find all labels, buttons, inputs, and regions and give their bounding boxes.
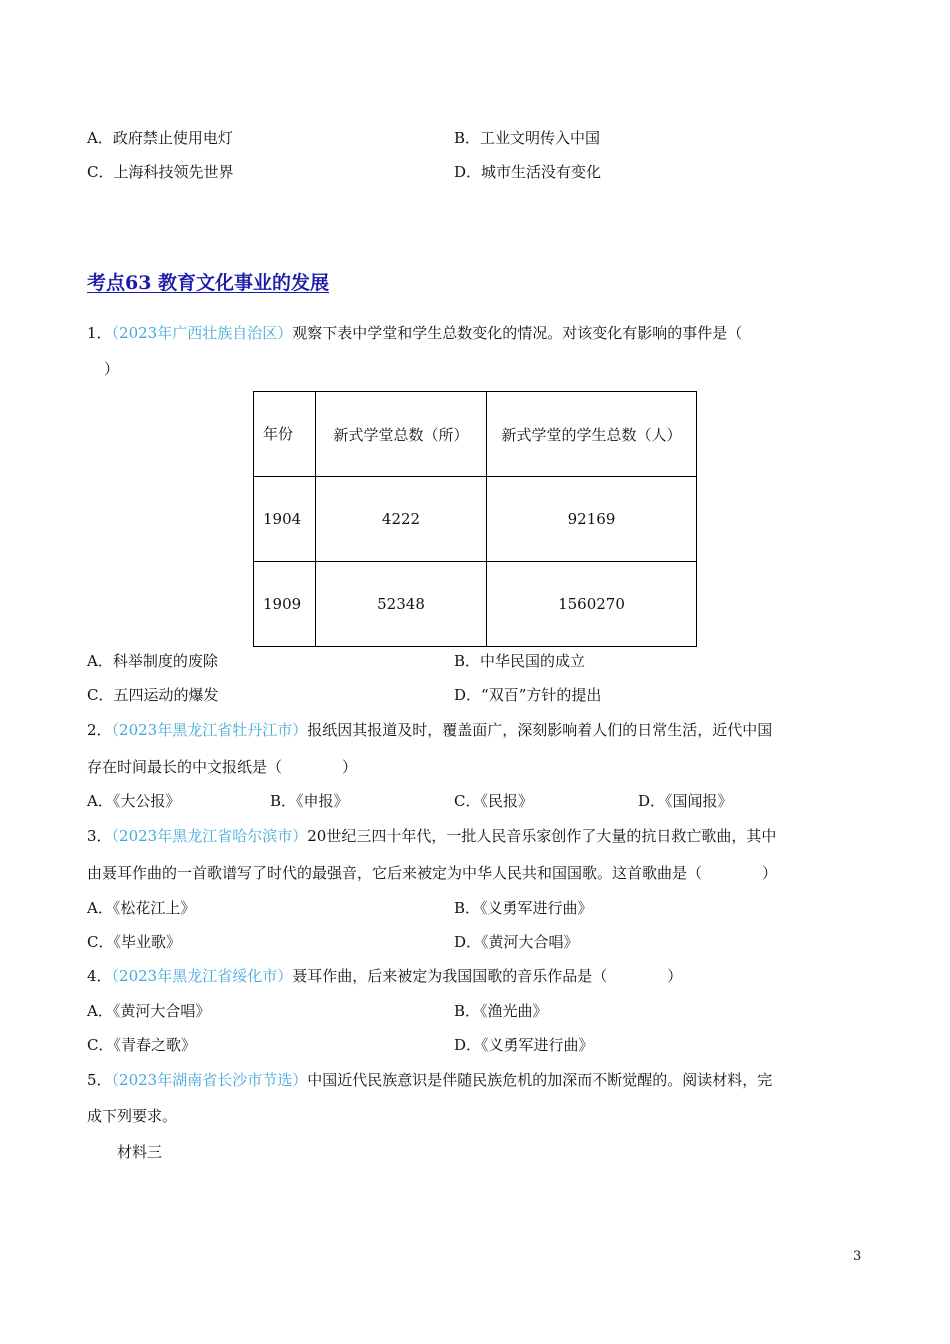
q5-text1: 中国近代民族意识是伴随民族危机的加深而不断觉醒的。阅读材料，完 (307, 1071, 773, 1089)
q2-option-b: B．《申报》 (270, 792, 349, 810)
q2-option-c: C．《民报》 (454, 792, 533, 810)
cell-schools: 4222 (316, 477, 487, 562)
q4-text: 聂耳作曲，后来被定为我国国歌的音乐作品是（ ） (292, 967, 683, 985)
q4-option-a: A．《黄河大合唱》 (87, 1002, 211, 1020)
q1-number: 1． (87, 324, 112, 342)
q2-option-d: D．《国闻报》 (638, 792, 733, 810)
prev-option-d: D．城市生活没有变化 (454, 163, 602, 181)
q1-option-a: A．科举制度的废除 (87, 652, 218, 670)
q2-option-a: A．《大公报》 (87, 792, 181, 810)
section-title[interactable]: 考点63 教育文化事业的发展 (87, 272, 330, 294)
q3-option-b: B．《义勇军进行曲》 (454, 899, 593, 917)
q3-option-c: C．《毕业歌》 (87, 933, 181, 951)
q3-option-a: A．《松花江上》 (87, 899, 196, 917)
prev-option-a: A．政府禁止使用电灯 (87, 129, 233, 147)
q4-option-b: B．《渔光曲》 (454, 1002, 548, 1020)
q2-number: 2． (87, 721, 112, 739)
cell-students: 92169 (487, 477, 697, 562)
cell-students: 1560270 (487, 562, 697, 647)
header-year: 年份 (254, 392, 316, 477)
q5-text2: 成下列要求。 (87, 1107, 178, 1125)
prev-option-c: C．上海科技领先世界 (87, 163, 234, 181)
q5-material: 材料三 (117, 1143, 163, 1161)
q2-line1 (87, 720, 772, 740)
table-row (254, 562, 697, 647)
table-row (254, 477, 697, 562)
cell-schools: 52348 (316, 562, 487, 647)
q1-option-c: C．五四运动的爆发 (87, 686, 219, 704)
q3-number: 3． (87, 827, 112, 845)
page-number: 3 (853, 1249, 862, 1264)
q5-number: 5． (87, 1071, 112, 1089)
prev-option-b: B．工业文明传入中国 (454, 129, 601, 147)
q3-line1 (87, 826, 776, 846)
q4-number: 4． (87, 967, 112, 985)
q4-line1 (87, 966, 682, 986)
q2-text1: 报纸因其报道及时，覆盖面广，深刻影响着人们的日常生活，近代中国 (307, 721, 773, 739)
q4-option-c: C．《青春之歌》 (87, 1036, 196, 1054)
header-schools: 新式学堂总数（所） (316, 392, 487, 477)
cell-year: 1909 (254, 562, 316, 647)
q4-source: （2023年黑龙江省绥化市） (111, 967, 293, 985)
q1-text: 观察下表中学堂和学生总数变化的情况。对该变化有影响的事件是（ (292, 324, 743, 342)
q1-source: （2023年广西壮族自治区） (111, 324, 293, 342)
q5-source: （2023年湖南省长沙市节选） (111, 1071, 308, 1089)
q5-line1 (87, 1070, 772, 1090)
q2-source: （2023年黑龙江省牡丹江市） (111, 721, 308, 739)
q2-text2: 存在时间最长的中文报纸是（ ） (87, 758, 358, 776)
q3-text1: 20世纪三四十年代，一批人民音乐家创作了大量的抗日救亡歌曲，其中 (307, 827, 777, 845)
q3-source: （2023年黑龙江省哈尔滨市） (111, 827, 308, 845)
q3-text2: 由聂耳作曲的一首歌谱写了时代的最强音，它后来被定为中华人民共和国国歌。这首歌曲是（ ） (87, 864, 778, 882)
q4-option-d: D．《义勇军进行曲》 (454, 1036, 594, 1054)
header-students: 新式学堂的学生总数（人） (487, 392, 697, 477)
q1-option-b: B．中华民国的成立 (454, 652, 586, 670)
q1-table (253, 391, 697, 647)
q1-option-d: D．“双百”方针的提出 (454, 686, 602, 704)
q1-line1 (87, 323, 742, 343)
table-header-row (254, 392, 697, 477)
q1-close: ） (104, 360, 120, 378)
q3-option-d: D．《黄河大合唱》 (454, 933, 579, 951)
cell-year: 1904 (254, 477, 316, 562)
